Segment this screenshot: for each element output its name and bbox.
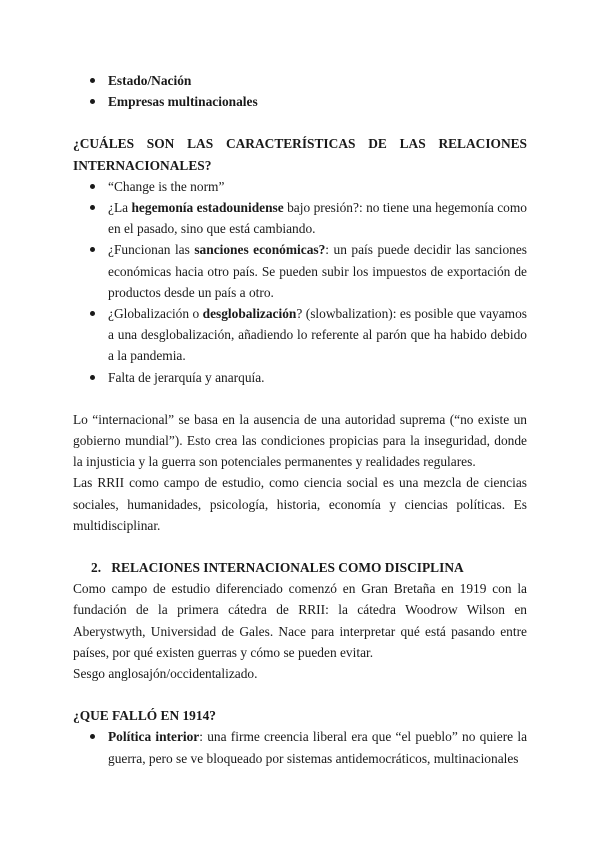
paragraph-internacional: Lo “internacional” se basa en la ausencia de una autoridad suprema (“no existe un gobierno mundial”). Esto crea las condiciones propicias para la inseguridad, donde la injusticia y la guerra son potenciales permanentes y realidades regulares. bbox=[73, 411, 527, 470]
list-item: Estado/Nación bbox=[73, 70, 527, 91]
section-1914-heading: ¿QUE FALLÓ EN 1914? bbox=[73, 708, 216, 724]
characteristics-heading: ¿CUÁLES SON LAS CARACTERÍSTICAS DE LAS RELACIONES INTERNACIONALES? bbox=[73, 136, 527, 173]
section-1914-list bbox=[73, 726, 527, 768]
list-item: Empresas multinacionales bbox=[73, 91, 527, 112]
list-item: ¿Globalización o desglobalización? (slowbalization): es posible que vayamos a una desglobalización, añadiendo lo referente al parón que ha habido debido a la pandemia. bbox=[73, 303, 527, 367]
list-item: ¿La hegemonía estadounidense bajo presión?: no tiene una hegemonía como en el pasado, sino que está cambiando. bbox=[73, 197, 527, 239]
list-item: “Change is the norm” bbox=[73, 176, 527, 197]
list-item: Política interior: una firme creencia liberal era que “el pueblo” no quiere la guerra, pero se ve bloqueado por sistemas antidemocráticos, multinacionales bbox=[73, 726, 527, 768]
document-page bbox=[73, 70, 527, 769]
characteristics-list bbox=[73, 176, 527, 388]
disciplina-heading bbox=[73, 557, 527, 578]
top-bullet-list bbox=[73, 70, 527, 112]
paragraph-sesgo: Sesgo anglosajón/occidentalizado. bbox=[73, 666, 258, 682]
section-title: RELACIONES INTERNACIONALES COMO DISCIPLINA bbox=[111, 560, 464, 576]
list-item: Falta de jerarquía y anarquía. bbox=[73, 367, 527, 388]
section-number: 2. bbox=[91, 560, 102, 576]
list-item: ¿Funcionan las sanciones económicas?: un país puede decidir las sanciones económicas hacia otro país. Se pueden subir los impuestos de exportación de productos desde un país a otro. bbox=[73, 239, 527, 303]
paragraph-disciplina: Como campo de estudio diferenciado comenzó en Gran Bretaña en 1919 con la fundación de la primera cátedra de RRII: la cátedra Woodrow Wilson en Aberystwyth, Universidad de Gales. Nace para interpretar qué está pasando entre países, por qué existen guerras y cómo se pueden evitar. bbox=[73, 581, 527, 660]
paragraph-rrii: Las RRII como campo de estudio, como ciencia social es una mezcla de ciencias sociales, humanidades, psicología, historia, economía y ciencias políticas. Es multidisciplinar. bbox=[73, 475, 527, 533]
